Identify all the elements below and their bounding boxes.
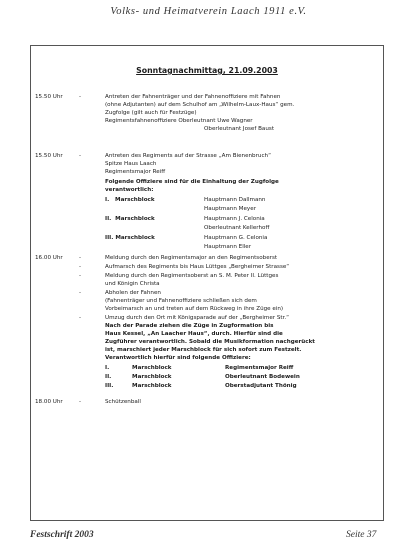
text-3-4a: Abholen der Fahnen: [105, 290, 161, 296]
text-3-5: Umzug durch den Ort mit Königsparade auf der „Bergheimer Str.“: [105, 315, 290, 321]
bold-3-1: Nach der Parade ziehen die Züge in Zugformation bis: [105, 323, 274, 329]
doc-title: Sonntagnachmittag, 21.09.2003: [136, 66, 278, 75]
text-1-4: Regimentsfahnenoffiziere Oberleutnant Uwe Wagner: [105, 118, 253, 124]
bold-3-2: Haus Kessel, „An Laacher Haus“, durch. Hierfür sind die: [105, 331, 283, 337]
page-number: Seite 37: [346, 530, 377, 540]
officer-1-block: Marschblock: [132, 365, 172, 371]
dash-2: -: [79, 153, 82, 159]
dash-3-4: -: [79, 290, 82, 296]
officer-2-block: Marschblock: [132, 374, 172, 380]
text-3-1: Meldung durch den Regimentsmajor an den Regimentsoberst: [105, 255, 278, 261]
text-1-3: Zugfolge (gilt auch für Festzüge): [105, 110, 197, 116]
text-3-4c: Vorbeimarsch an und treten auf dem Rückweg in ihre Züge ein): [105, 306, 284, 312]
officer-3-num: III.: [105, 383, 114, 389]
time-4: 18.00 Uhr: [35, 399, 63, 405]
page-header: Volks- und Heimatverein Laach 1911 e.V.: [110, 6, 307, 17]
block-2-name-1: Hauptmann J. Celonia: [204, 216, 265, 222]
text-2-bold1: Folgende Offiziere sind für die Einhaltung der Zugfolge: [105, 179, 279, 185]
bold-3-5: Verantwortlich hierfür sind folgende Offiziere:: [105, 355, 251, 361]
text-1-5: Oberleutnant Josef Baust: [204, 126, 275, 132]
block-3-label: III. Marschblock: [105, 235, 155, 241]
block-3-name-1: Hauptmann G. Celonia: [204, 235, 268, 241]
text-1-1: Antreten der Fahnenträger und der Fahnenoffiziere mit Fahnen: [105, 94, 281, 100]
text-1-2: (ohne Adjutanten) auf dem Schulhof am „Wilhelm-Laux-Haus“ gem.: [105, 102, 295, 108]
text-3-3a: Meldung durch den Regimentsoberst an S. M. Peter II. Lüttges: [105, 273, 279, 279]
time-3: 16.00 Uhr: [35, 255, 63, 261]
dash-1: -: [79, 94, 82, 100]
program-frame: [30, 45, 384, 521]
text-2-1: Antreten des Regiments auf der Strasse „Am Bienenbruch“: [105, 153, 271, 159]
text-3-3b: und Königin Christa: [105, 281, 160, 287]
bold-3-4: ist, marschiert jeder Marschblock für sich sofort zum Festzelt.: [105, 347, 302, 353]
officer-3-name: Oberstadjutant Thönig: [225, 383, 297, 389]
schedule: [31, 46, 383, 520]
block-2-name-2: Oberleutnant Kellerhoff: [204, 225, 270, 231]
officer-3-block: Marschblock: [132, 383, 172, 389]
officer-2-name: Oberleutnant Bodewein: [225, 374, 300, 380]
dash-4: -: [79, 399, 82, 405]
time-1: 15.50 Uhr: [35, 94, 63, 100]
text-2-bold2: verantwortlich:: [105, 187, 154, 193]
block-1-name-1: Hauptmann Dallmann: [204, 197, 266, 203]
dash-3-3: -: [79, 273, 82, 279]
officer-1-num: I.: [105, 365, 110, 371]
block-3-name-2: Hauptmann Eller: [204, 244, 252, 250]
text-2-2: Spitze Haus Laach: [105, 161, 157, 167]
text-3-4b: (Fahnenträger und Fahnenoffiziere schließen sich dem: [105, 298, 257, 304]
block-1-label: I. Marschblock: [105, 197, 155, 203]
text-2-3: Regimentsmajor Reiff: [105, 169, 166, 175]
text-4: Schützenball: [105, 399, 141, 405]
block-2-label: II. Marschblock: [105, 216, 155, 222]
officer-2-num: II.: [105, 374, 112, 380]
bold-3-3: Zugführer verantwortlich. Sobald die Musikformation nachgerückt: [105, 339, 315, 345]
footer-left: Festschrift 2003: [30, 530, 94, 540]
time-2: 15.50 Uhr: [35, 153, 63, 159]
block-1-name-2: Hauptmann Meyer: [204, 206, 256, 212]
dash-3-2: -: [79, 264, 82, 270]
dash-3-5: -: [79, 315, 82, 321]
text-3-2: Aufmarsch des Regiments bis Haus Lüttges „Bergheimer Strasse“: [105, 264, 290, 270]
officer-1-name: Regimentsmajor Reiff: [225, 365, 294, 371]
dash-3-1: -: [79, 255, 82, 261]
